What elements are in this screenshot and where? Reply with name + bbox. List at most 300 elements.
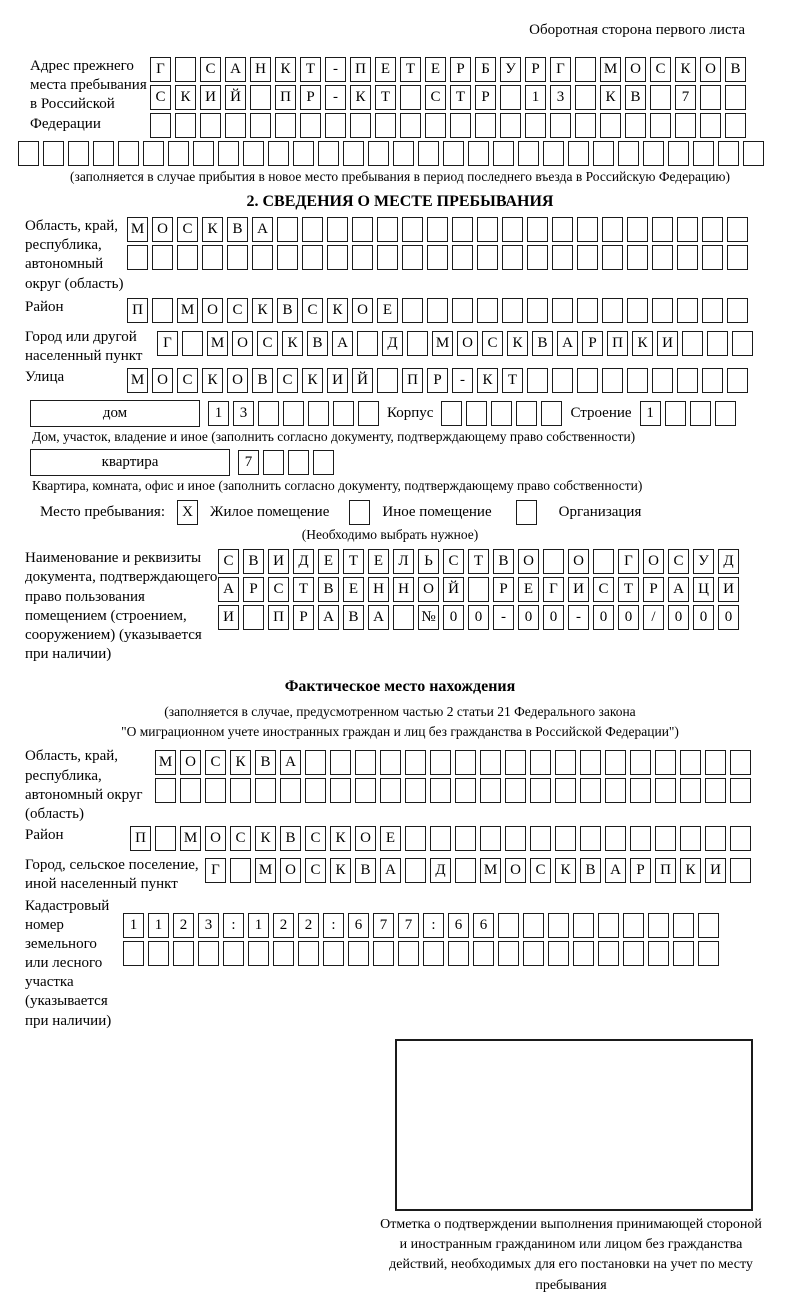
char-box[interactable] <box>680 826 701 851</box>
char-box[interactable]: М <box>177 298 198 323</box>
char-box[interactable] <box>648 913 669 938</box>
char-box[interactable] <box>443 141 464 166</box>
char-box[interactable] <box>505 778 526 803</box>
char-box[interactable] <box>200 113 221 138</box>
char-box[interactable]: Д <box>430 858 451 883</box>
char-box[interactable] <box>455 826 476 851</box>
char-box[interactable]: И <box>268 549 289 574</box>
char-box[interactable]: М <box>155 750 176 775</box>
char-box[interactable]: М <box>432 331 453 356</box>
char-box[interactable] <box>373 941 394 966</box>
char-box[interactable] <box>552 298 573 323</box>
char-box[interactable] <box>643 141 664 166</box>
char-box[interactable]: 1 <box>208 401 229 426</box>
char-box[interactable]: 0 <box>693 605 714 630</box>
char-box[interactable] <box>677 217 698 242</box>
char-box[interactable] <box>732 331 753 356</box>
char-box[interactable]: В <box>532 331 553 356</box>
char-box[interactable] <box>475 113 496 138</box>
char-box[interactable] <box>602 368 623 393</box>
char-box[interactable] <box>143 141 164 166</box>
char-box[interactable] <box>168 141 189 166</box>
char-box[interactable]: А <box>668 577 689 602</box>
char-box[interactable] <box>627 298 648 323</box>
char-box[interactable]: С <box>227 298 248 323</box>
char-box[interactable]: В <box>280 826 301 851</box>
char-box[interactable] <box>302 245 323 270</box>
char-box[interactable] <box>455 778 476 803</box>
char-box[interactable]: 2 <box>173 913 194 938</box>
char-box[interactable] <box>423 941 444 966</box>
char-box[interactable]: В <box>343 605 364 630</box>
char-box[interactable]: Г <box>550 57 571 82</box>
char-box[interactable]: Р <box>643 577 664 602</box>
char-box[interactable] <box>283 401 304 426</box>
char-box[interactable] <box>430 778 451 803</box>
char-box[interactable]: С <box>530 858 551 883</box>
char-box[interactable] <box>452 217 473 242</box>
char-box[interactable] <box>705 826 726 851</box>
char-box[interactable]: С <box>425 85 446 110</box>
char-box[interactable] <box>725 85 746 110</box>
char-box[interactable]: В <box>277 298 298 323</box>
char-box[interactable]: Т <box>293 577 314 602</box>
char-box[interactable]: Р <box>293 605 314 630</box>
char-box[interactable] <box>730 750 751 775</box>
char-box[interactable] <box>593 549 614 574</box>
char-box[interactable]: К <box>680 858 701 883</box>
char-box[interactable] <box>377 217 398 242</box>
char-box[interactable] <box>175 113 196 138</box>
char-box[interactable] <box>402 245 423 270</box>
char-box[interactable]: О <box>568 549 589 574</box>
char-box[interactable] <box>700 85 721 110</box>
char-box[interactable]: 1 <box>123 913 144 938</box>
char-box[interactable] <box>368 141 389 166</box>
char-box[interactable] <box>702 217 723 242</box>
char-box[interactable] <box>327 245 348 270</box>
char-box[interactable]: Т <box>375 85 396 110</box>
char-box[interactable] <box>318 141 339 166</box>
char-box[interactable] <box>705 750 726 775</box>
char-box[interactable] <box>630 826 651 851</box>
char-box[interactable] <box>527 245 548 270</box>
char-box[interactable] <box>223 941 244 966</box>
checkbox-other-premises[interactable] <box>349 500 370 525</box>
char-box[interactable] <box>630 750 651 775</box>
char-box[interactable]: О <box>205 826 226 851</box>
char-box[interactable] <box>577 368 598 393</box>
char-box[interactable] <box>118 141 139 166</box>
char-box[interactable] <box>350 113 371 138</box>
char-box[interactable]: 6 <box>348 913 369 938</box>
char-box[interactable]: О <box>152 217 173 242</box>
char-box[interactable] <box>427 298 448 323</box>
char-box[interactable] <box>652 298 673 323</box>
char-box[interactable]: С <box>482 331 503 356</box>
char-box[interactable]: О <box>355 826 376 851</box>
char-box[interactable] <box>650 85 671 110</box>
char-box[interactable]: С <box>305 858 326 883</box>
char-box[interactable]: К <box>302 368 323 393</box>
char-box[interactable] <box>652 245 673 270</box>
char-box[interactable] <box>680 778 701 803</box>
char-box[interactable]: А <box>225 57 246 82</box>
char-box[interactable] <box>677 245 698 270</box>
char-box[interactable] <box>173 941 194 966</box>
char-box[interactable]: С <box>177 217 198 242</box>
char-box[interactable]: С <box>230 826 251 851</box>
checkbox-residential[interactable]: X <box>177 500 198 525</box>
char-box[interactable]: В <box>625 85 646 110</box>
char-box[interactable] <box>18 141 39 166</box>
char-box[interactable]: Ь <box>418 549 439 574</box>
char-box[interactable] <box>598 941 619 966</box>
char-box[interactable] <box>577 298 598 323</box>
char-box[interactable] <box>407 331 428 356</box>
char-box[interactable] <box>152 298 173 323</box>
char-box[interactable]: И <box>657 331 678 356</box>
char-box[interactable]: - <box>493 605 514 630</box>
char-box[interactable] <box>480 750 501 775</box>
char-box[interactable] <box>715 401 736 426</box>
char-box[interactable] <box>405 750 426 775</box>
char-box[interactable]: 3 <box>550 85 571 110</box>
char-box[interactable] <box>555 750 576 775</box>
char-box[interactable]: Г <box>157 331 178 356</box>
char-box[interactable] <box>377 245 398 270</box>
char-box[interactable]: К <box>330 826 351 851</box>
char-box[interactable]: С <box>668 549 689 574</box>
char-box[interactable]: Й <box>352 368 373 393</box>
char-box[interactable] <box>698 913 719 938</box>
char-box[interactable]: А <box>252 217 273 242</box>
char-box[interactable]: 0 <box>718 605 739 630</box>
char-box[interactable]: 1 <box>640 401 661 426</box>
char-box[interactable] <box>555 778 576 803</box>
char-box[interactable] <box>305 750 326 775</box>
char-box[interactable]: М <box>127 368 148 393</box>
char-box[interactable] <box>327 217 348 242</box>
char-box[interactable] <box>477 217 498 242</box>
char-box[interactable]: : <box>423 913 444 938</box>
char-box[interactable]: О <box>227 368 248 393</box>
char-box[interactable] <box>400 113 421 138</box>
char-box[interactable]: В <box>493 549 514 574</box>
char-box[interactable] <box>580 826 601 851</box>
char-box[interactable] <box>405 858 426 883</box>
char-box[interactable] <box>358 401 379 426</box>
char-box[interactable] <box>541 401 562 426</box>
char-box[interactable]: Б <box>475 57 496 82</box>
char-box[interactable] <box>665 401 686 426</box>
char-box[interactable]: 0 <box>618 605 639 630</box>
char-box[interactable] <box>502 245 523 270</box>
char-box[interactable]: / <box>643 605 664 630</box>
char-box[interactable] <box>580 750 601 775</box>
char-box[interactable]: 3 <box>198 913 219 938</box>
char-box[interactable] <box>305 778 326 803</box>
char-box[interactable] <box>518 141 539 166</box>
char-box[interactable] <box>400 85 421 110</box>
char-box[interactable]: Й <box>225 85 246 110</box>
char-box[interactable] <box>575 113 596 138</box>
char-box[interactable]: Н <box>250 57 271 82</box>
char-box[interactable]: Т <box>400 57 421 82</box>
char-box[interactable]: Д <box>293 549 314 574</box>
char-box[interactable] <box>548 941 569 966</box>
char-box[interactable] <box>455 858 476 883</box>
char-box[interactable]: Е <box>375 57 396 82</box>
apartment-type-box[interactable]: квартира <box>30 449 230 476</box>
char-box[interactable] <box>182 331 203 356</box>
char-box[interactable] <box>623 913 644 938</box>
char-box[interactable] <box>227 245 248 270</box>
char-box[interactable]: П <box>275 85 296 110</box>
char-box[interactable]: Г <box>543 577 564 602</box>
char-box[interactable]: Р <box>427 368 448 393</box>
char-box[interactable] <box>600 113 621 138</box>
char-box[interactable] <box>530 778 551 803</box>
char-box[interactable] <box>630 778 651 803</box>
char-box[interactable] <box>730 826 751 851</box>
char-box[interactable] <box>375 113 396 138</box>
char-box[interactable] <box>568 141 589 166</box>
char-box[interactable] <box>477 245 498 270</box>
char-box[interactable] <box>293 141 314 166</box>
char-box[interactable]: 0 <box>668 605 689 630</box>
char-box[interactable]: К <box>327 298 348 323</box>
char-box[interactable] <box>380 750 401 775</box>
char-box[interactable] <box>577 245 598 270</box>
char-box[interactable] <box>430 750 451 775</box>
char-box[interactable]: С <box>650 57 671 82</box>
char-box[interactable]: 1 <box>525 85 546 110</box>
char-box[interactable] <box>693 141 714 166</box>
char-box[interactable] <box>682 331 703 356</box>
char-box[interactable] <box>700 113 721 138</box>
char-box[interactable] <box>380 778 401 803</box>
char-box[interactable]: Р <box>300 85 321 110</box>
char-box[interactable] <box>405 826 426 851</box>
char-box[interactable] <box>552 245 573 270</box>
char-box[interactable] <box>730 778 751 803</box>
char-box[interactable]: А <box>380 858 401 883</box>
char-box[interactable]: М <box>180 826 201 851</box>
char-box[interactable] <box>500 85 521 110</box>
char-box[interactable]: М <box>127 217 148 242</box>
char-box[interactable] <box>677 368 698 393</box>
char-box[interactable]: П <box>655 858 676 883</box>
char-box[interactable] <box>505 750 526 775</box>
char-box[interactable]: 7 <box>675 85 696 110</box>
char-box[interactable] <box>323 941 344 966</box>
char-box[interactable]: К <box>255 826 276 851</box>
char-box[interactable]: К <box>675 57 696 82</box>
char-box[interactable]: И <box>218 605 239 630</box>
char-box[interactable]: М <box>480 858 501 883</box>
char-box[interactable] <box>690 401 711 426</box>
char-box[interactable] <box>652 217 673 242</box>
char-box[interactable]: К <box>555 858 576 883</box>
char-box[interactable] <box>277 217 298 242</box>
char-box[interactable] <box>252 245 273 270</box>
char-box[interactable] <box>675 113 696 138</box>
char-box[interactable] <box>523 941 544 966</box>
char-box[interactable] <box>627 245 648 270</box>
char-box[interactable]: М <box>600 57 621 82</box>
char-box[interactable]: К <box>202 368 223 393</box>
char-box[interactable]: М <box>207 331 228 356</box>
char-box[interactable] <box>702 298 723 323</box>
char-box[interactable] <box>427 245 448 270</box>
char-box[interactable] <box>225 113 246 138</box>
char-box[interactable]: Р <box>475 85 496 110</box>
char-box[interactable]: 7 <box>373 913 394 938</box>
char-box[interactable] <box>343 141 364 166</box>
char-box[interactable] <box>530 826 551 851</box>
char-box[interactable] <box>527 217 548 242</box>
char-box[interactable] <box>727 368 748 393</box>
char-box[interactable] <box>180 778 201 803</box>
char-box[interactable]: Г <box>150 57 171 82</box>
char-box[interactable] <box>273 941 294 966</box>
char-box[interactable] <box>313 450 334 475</box>
char-box[interactable]: А <box>557 331 578 356</box>
char-box[interactable] <box>655 778 676 803</box>
char-box[interactable] <box>727 298 748 323</box>
char-box[interactable]: В <box>307 331 328 356</box>
char-box[interactable] <box>177 245 198 270</box>
char-box[interactable] <box>250 85 271 110</box>
char-box[interactable]: С <box>443 549 464 574</box>
char-box[interactable] <box>527 298 548 323</box>
char-box[interactable] <box>702 245 723 270</box>
char-box[interactable]: К <box>282 331 303 356</box>
char-box[interactable]: Л <box>393 549 414 574</box>
char-box[interactable] <box>325 113 346 138</box>
char-box[interactable]: Е <box>518 577 539 602</box>
char-box[interactable]: Д <box>718 549 739 574</box>
char-box[interactable]: 1 <box>248 913 269 938</box>
char-box[interactable] <box>498 941 519 966</box>
char-box[interactable] <box>602 245 623 270</box>
char-box[interactable] <box>707 331 728 356</box>
char-box[interactable]: С <box>257 331 278 356</box>
char-box[interactable] <box>93 141 114 166</box>
char-box[interactable]: О <box>232 331 253 356</box>
char-box[interactable] <box>127 245 148 270</box>
char-box[interactable] <box>727 245 748 270</box>
char-box[interactable] <box>725 113 746 138</box>
char-box[interactable] <box>452 245 473 270</box>
char-box[interactable]: А <box>280 750 301 775</box>
char-box[interactable]: К <box>600 85 621 110</box>
char-box[interactable] <box>548 913 569 938</box>
char-box[interactable] <box>677 298 698 323</box>
char-box[interactable] <box>502 217 523 242</box>
char-box[interactable] <box>277 245 298 270</box>
char-box[interactable]: 0 <box>543 605 564 630</box>
char-box[interactable] <box>473 941 494 966</box>
char-box[interactable] <box>627 368 648 393</box>
char-box[interactable]: 2 <box>298 913 319 938</box>
char-box[interactable]: 0 <box>468 605 489 630</box>
char-box[interactable]: № <box>418 605 439 630</box>
char-box[interactable]: К <box>252 298 273 323</box>
char-box[interactable]: К <box>275 57 296 82</box>
char-box[interactable]: 2 <box>273 913 294 938</box>
char-box[interactable] <box>352 217 373 242</box>
char-box[interactable]: В <box>318 577 339 602</box>
char-box[interactable]: Е <box>380 826 401 851</box>
char-box[interactable] <box>627 217 648 242</box>
char-box[interactable]: А <box>318 605 339 630</box>
char-box[interactable]: Р <box>243 577 264 602</box>
char-box[interactable]: С <box>277 368 298 393</box>
char-box[interactable]: Т <box>468 549 489 574</box>
char-box[interactable] <box>655 750 676 775</box>
char-box[interactable]: 1 <box>148 913 169 938</box>
char-box[interactable]: К <box>350 85 371 110</box>
char-box[interactable]: О <box>518 549 539 574</box>
char-box[interactable]: П <box>130 826 151 851</box>
char-box[interactable] <box>193 141 214 166</box>
char-box[interactable] <box>355 778 376 803</box>
char-box[interactable] <box>523 913 544 938</box>
char-box[interactable] <box>477 298 498 323</box>
char-box[interactable]: К <box>202 217 223 242</box>
char-box[interactable] <box>525 113 546 138</box>
char-box[interactable]: 0 <box>593 605 614 630</box>
char-box[interactable] <box>625 113 646 138</box>
char-box[interactable]: И <box>327 368 348 393</box>
char-box[interactable] <box>441 401 462 426</box>
char-box[interactable] <box>498 913 519 938</box>
char-box[interactable] <box>280 778 301 803</box>
char-box[interactable]: П <box>607 331 628 356</box>
char-box[interactable] <box>425 113 446 138</box>
char-box[interactable]: А <box>332 331 353 356</box>
char-box[interactable] <box>493 141 514 166</box>
char-box[interactable] <box>605 778 626 803</box>
char-box[interactable]: О <box>180 750 201 775</box>
char-box[interactable] <box>605 750 626 775</box>
char-box[interactable] <box>398 941 419 966</box>
char-box[interactable]: П <box>402 368 423 393</box>
char-box[interactable]: В <box>243 549 264 574</box>
char-box[interactable]: Д <box>382 331 403 356</box>
char-box[interactable] <box>448 941 469 966</box>
char-box[interactable]: С <box>305 826 326 851</box>
char-box[interactable]: К <box>507 331 528 356</box>
char-box[interactable]: Р <box>525 57 546 82</box>
char-box[interactable] <box>516 401 537 426</box>
char-box[interactable]: С <box>268 577 289 602</box>
char-box[interactable] <box>218 141 239 166</box>
char-box[interactable] <box>593 141 614 166</box>
char-box[interactable] <box>673 913 694 938</box>
char-box[interactable] <box>123 941 144 966</box>
house-type-box[interactable]: дом <box>30 400 200 427</box>
char-box[interactable] <box>333 401 354 426</box>
char-box[interactable] <box>577 217 598 242</box>
char-box[interactable]: П <box>127 298 148 323</box>
char-box[interactable]: О <box>202 298 223 323</box>
char-box[interactable]: Т <box>343 549 364 574</box>
char-box[interactable] <box>480 826 501 851</box>
char-box[interactable] <box>648 941 669 966</box>
